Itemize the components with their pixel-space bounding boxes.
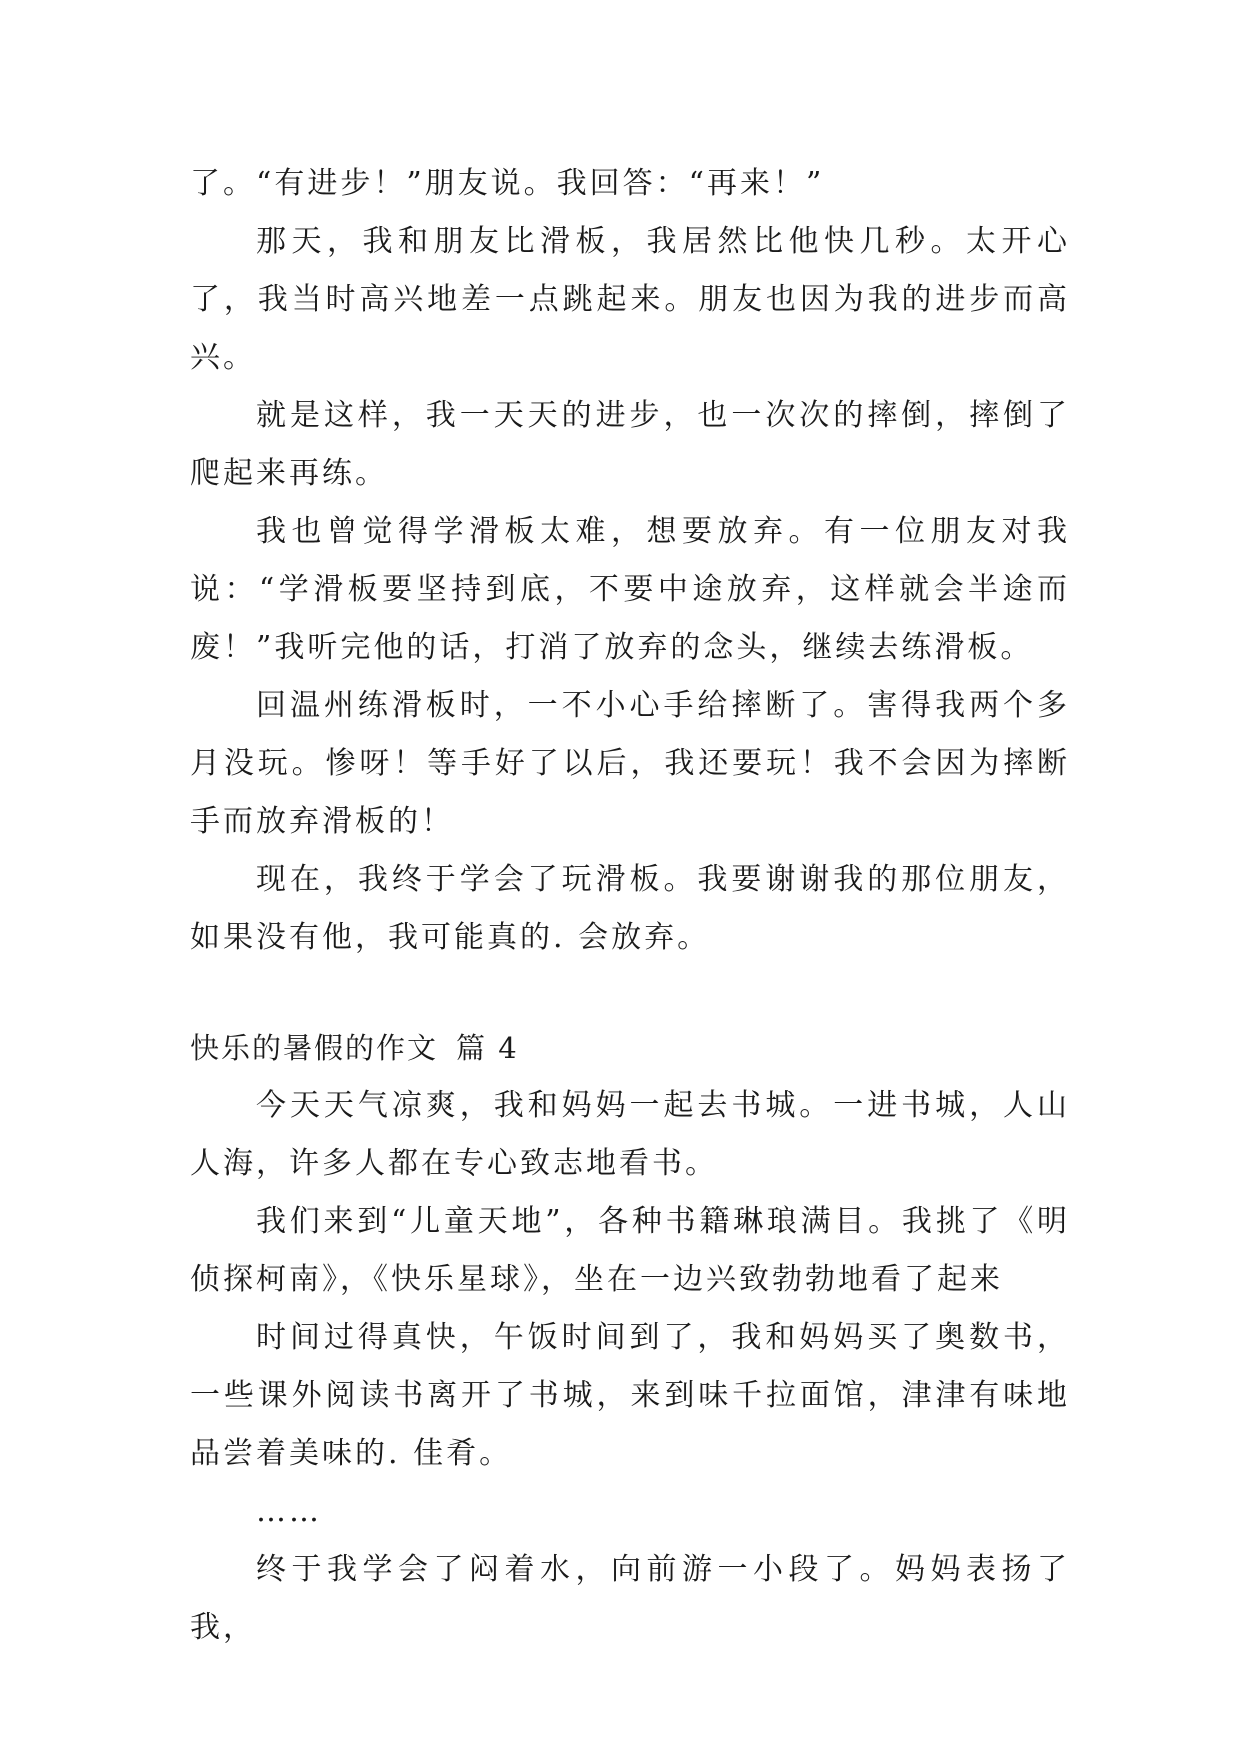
paragraph: 终于我学会了闷着水，向前游一小段了。妈妈表扬了我， — [190, 1552, 1070, 1645]
document-body — [190, 155, 1070, 1657]
paragraph: 就是这样，我一天天的进步，也一次次的摔倒，摔倒了爬起来再练。 — [190, 398, 1070, 491]
paragraph: 那天，我和朋友比滑板，我居然比他快几秒。太开心了，我当时高兴地差一点跳起来。朋友也因为我的进步而高兴。 — [190, 224, 1070, 375]
heading-title: 快乐的暑假的作文 — [190, 1031, 439, 1065]
paragraph-continuation: 了。“有进步！”朋友说。我回答：“再来！” — [190, 166, 825, 201]
paragraph: 我们来到“儿童天地”，各种书籍琳琅满目。我挑了《明侦探柯南》，《快乐星球》，坐在一边兴致勃勃地看了起来 — [190, 1204, 1070, 1297]
heading-number: 篇 4 — [456, 1031, 519, 1065]
paragraph: 时间过得真快，午饭时间到了，我和妈妈买了奥数书，一些课外阅读书离开了书城，来到味千拉面馆，津津有味地品尝着美味的. 佳肴。 — [190, 1320, 1070, 1471]
paragraph: 现在，我终于学会了玩滑板。我要谢谢我的那位朋友，如果没有他，我可能真的. 会放弃。 — [190, 862, 1070, 955]
paragraph: 今天天气凉爽，我和妈妈一起去书城。一进书城，人山人海，许多人都在专心致志地看书。 — [190, 1088, 1070, 1181]
paragraph: 回温州练滑板时，一不小心手给摔断了。害得我两个多月没玩。惨呀！等手好了以后，我还要玩！我不会因为摔断手而放弃滑板的！ — [190, 688, 1070, 839]
ellipsis-line: …… — [256, 1494, 322, 1529]
section-heading — [190, 1019, 1070, 1077]
paragraph: 我也曾觉得学滑板太难，想要放弃。有一位朋友对我说：“学滑板要坚持到底，不要中途放弃，这样就会半途而废！”我听完他的话，打消了放弃的念头，继续去练滑板。 — [190, 514, 1070, 665]
